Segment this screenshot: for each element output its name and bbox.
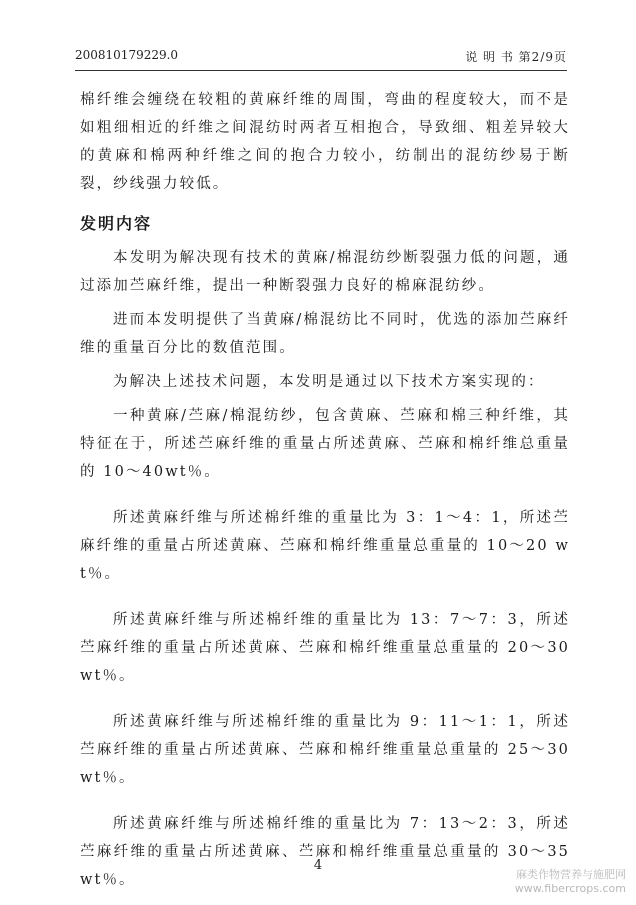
watermark-url: www.fibercrops.com: [514, 882, 626, 895]
page-number: 4: [313, 858, 323, 873]
paragraph-continued: 棉纤维会缠绕在较粗的黄麻纤维的周围，弯曲的程度较大，而不是如粗细相近的纤维之间混纺时两者互相抱合，导致细、粗差异较大的黄麻和棉两种纤维之间的抱合力较小，纺制出的混纺纱易于断裂，纱线强力较低。: [80, 92, 570, 192]
document-body: [80, 86, 570, 894]
header-rule: [75, 70, 567, 71]
paragraph-ratio-3: 所述黄麻纤维与所述棉纤维的重量比为 9：11～1：1，所述苎麻纤维的重量占所述黄麻、苎麻和棉纤维重量总重量的 25～30 wt％。: [80, 714, 570, 786]
paragraph-ratio-2: 所述黄麻纤维与所述棉纤维的重量比为 13：7～7：3，所述苎麻纤维的重量占所述黄麻、苎麻和棉纤维重量总重量的 20～30 wt％。: [80, 612, 570, 684]
site-watermark: [496, 868, 626, 896]
paragraph-ratio-1: 所述黄麻纤维与所述棉纤维的重量比为 3：1～4：1，所述苎麻纤维的重量占所述黄麻、苎麻和棉纤维重量总重量的 10～20 wt％。: [80, 510, 570, 582]
paragraph-preferred-ranges: 进而本发明提供了当黄麻/棉混纺比不同时，优选的添加苎麻纤维的重量百分比的数值范围。: [80, 312, 570, 356]
watermark-title: 麻类作物营养与施肥网: [516, 868, 626, 881]
section-page-label: 说 明 书 第2/9页: [465, 50, 567, 64]
section-heading: 发明内容: [80, 214, 153, 233]
paragraph-object: 本发明为解决现有技术的黄麻/棉混纺纱断裂强力低的问题，通过添加苎麻纤维，提出一种断裂强力良好的棉麻混纺纱。: [80, 250, 570, 294]
paragraph-claim-main: 一种黄麻/苎麻/棉混纺纱，包含黄麻、苎麻和棉三种纤维，其特征在于，所述苎麻纤维的重量占所述黄麻、苎麻和棉纤维总重量的 10～40wt％。: [80, 408, 570, 480]
paragraph-technical-solution: 为解决上述技术问题，本发明是通过以下技术方案实现的：: [113, 374, 545, 390]
page-header: [75, 48, 567, 66]
application-number: 200810179229.0: [75, 48, 179, 62]
paragraph-ratio-4: 所述黄麻纤维与所述棉纤维的重量比为 7：13～2：3，所述苎麻纤维的重量占所述黄麻、苎麻和棉纤维重量总重量的 30～35 wt％。: [80, 816, 570, 888]
